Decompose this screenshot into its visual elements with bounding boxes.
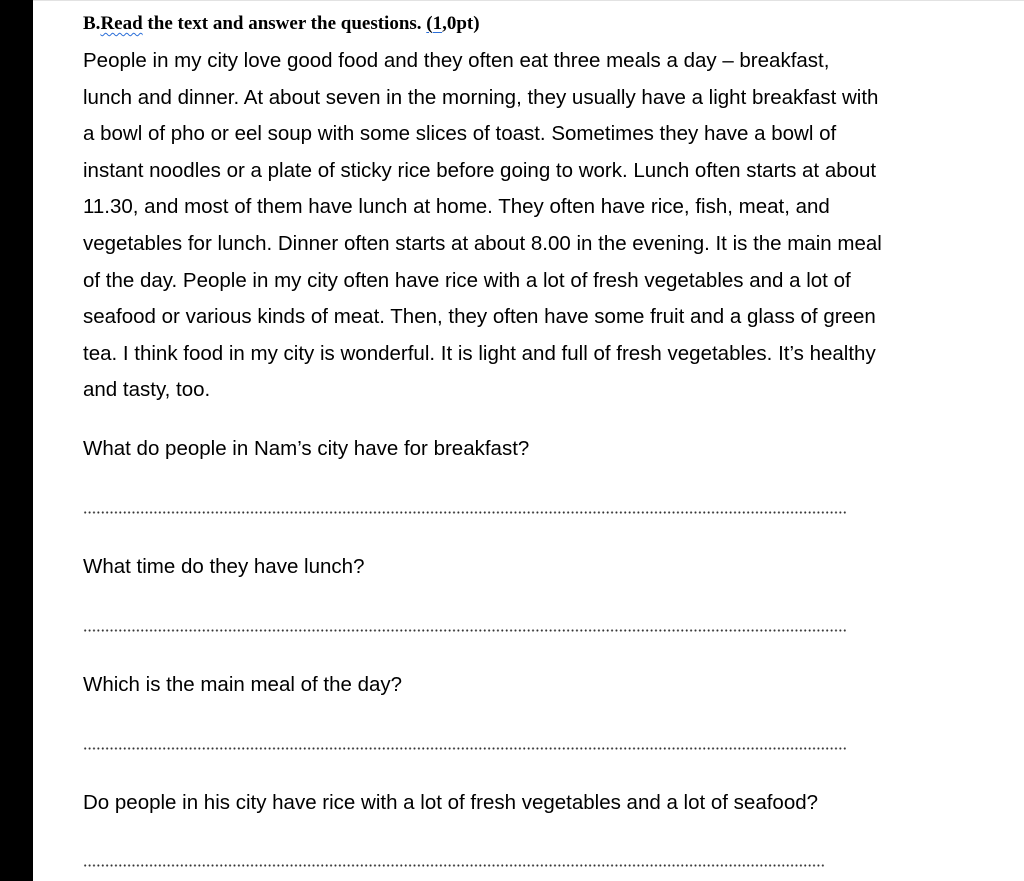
heading-prefix: B. xyxy=(83,13,101,34)
question-4: Do people in his city have rice with a lot of fresh vegetables and a lot of seafood? xyxy=(83,791,819,814)
top-divider xyxy=(33,0,1024,1)
answer-line-1[interactable] xyxy=(83,511,847,514)
passage-line: People in my city love good food and they often eat three meals a day – breakfast, xyxy=(83,49,830,72)
section-heading xyxy=(83,10,480,38)
heading-points-open: ( xyxy=(426,13,433,34)
question-2: What time do they have lunch? xyxy=(83,555,365,578)
heading-read-word: Read xyxy=(100,13,143,34)
reading-passage xyxy=(83,43,973,409)
heading-points-value: 1 xyxy=(432,13,443,34)
passage-line: lunch and dinner. At about seven in the morning, they usually have a light breakfast with xyxy=(83,85,879,109)
heading-instruction: the text and answer the questions. xyxy=(142,13,427,34)
answer-line-3[interactable] xyxy=(83,747,847,750)
question-3: Which is the main meal of the day? xyxy=(83,673,403,696)
heading-points-close: ,0pt) xyxy=(442,13,480,34)
passage-line: vegetables for lunch. Dinner often starts at about 8.00 in the evening. It is the main meal xyxy=(83,231,882,255)
passage-line: 11.30, and most of them have lunch at home. They often have rice, fish, meat, and xyxy=(83,195,830,219)
passage-line: of the day. People in my city often have rice with a lot of fresh vegetables and a lot of xyxy=(83,268,851,292)
answer-line-4[interactable] xyxy=(83,864,825,867)
passage-line: tea. I think food in my city is wonderful. It is light and full of fresh vegetables. It’s healthy xyxy=(83,341,876,365)
question-1: What do people in Nam’s city have for breakfast? xyxy=(83,437,530,460)
passage-line: a bowl of pho or eel soup with some slices of toast. Sometimes they have a bowl of xyxy=(83,122,837,146)
passage-line: and tasty, too. xyxy=(83,378,211,402)
left-black-margin xyxy=(0,0,33,881)
passage-line: instant noodles or a plate of sticky rice before going to work. Lunch often starts at about xyxy=(83,158,877,182)
passage-line: seafood or various kinds of meat. Then, they often have some fruit and a glass of green xyxy=(83,305,876,329)
answer-line-2[interactable] xyxy=(83,629,847,632)
